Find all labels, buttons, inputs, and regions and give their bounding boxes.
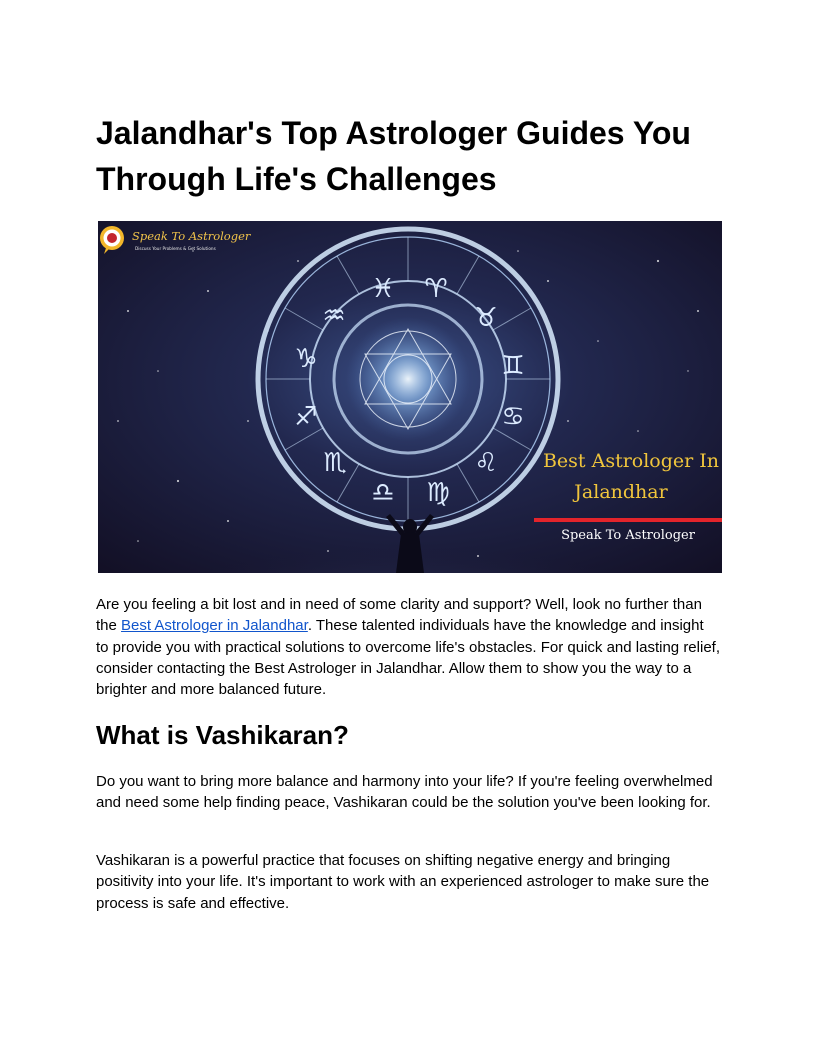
aries-icon: ♈ — [424, 274, 448, 304]
section-heading: What is Vashikaran? — [96, 720, 349, 750]
best-astrologer-link[interactable]: Best Astrologer in Jalandhar — [121, 617, 308, 635]
intro-text-before: Are you feeling a bit lost and in need of some clarity and support? Well, look no further than the — [96, 596, 702, 635]
gemini-icon: ♊ — [501, 351, 525, 381]
leo-icon: ♌ — [474, 448, 498, 478]
sagittarius-icon: ♐ — [294, 402, 318, 432]
intro-paragraph — [96, 594, 720, 700]
taurus-icon: ♉ — [474, 303, 498, 333]
virgo-icon: ♍ — [426, 478, 450, 508]
cancer-icon: ♋ — [501, 402, 525, 432]
logo-title: Speak To Astrologer — [132, 229, 251, 243]
banner-headline-line2: Jalandhar — [574, 481, 668, 503]
paragraph-2: Do you want to bring more balance and harmony into your life? If you're feeling overwhelmed and need some help finding peace, Vashikaran could be the solution you've been looking for. — [96, 773, 713, 812]
accent-bar — [534, 518, 722, 522]
aquarius-icon: ♒ — [322, 301, 346, 331]
banner-image — [98, 221, 722, 573]
intro-text-after: . These talented individuals have the knowledge and insight to provide you with practical solutions to overcome life's obstacles. For quick and lasting relief, consider contacting the Best Astrologer in Jalandhar. Allow them to show you the way to a brighter and more balanced future. — [96, 617, 720, 699]
capricorn-icon: ♑ — [294, 344, 318, 374]
article-title: Jalandhar's Top Astrologer Guides You Through Life's Challenges — [96, 115, 691, 197]
logo-tagline: Discuss Your Problems & Get Solutions — [135, 246, 216, 251]
pisces-icon: ♓ — [371, 274, 395, 304]
paragraph-3: Vashikaran is a powerful practice that focuses on shifting negative energy and bringing positivity into your life. It's important to work with an experienced astrologer to make sure the process is safe and effective. — [96, 852, 710, 912]
scorpio-icon: ♏ — [323, 448, 347, 478]
libra-icon: ♎ — [371, 478, 395, 508]
banner-brand: Speak To Astrologer — [561, 528, 695, 543]
banner-headline-line1: Best Astrologer In — [542, 450, 720, 472]
